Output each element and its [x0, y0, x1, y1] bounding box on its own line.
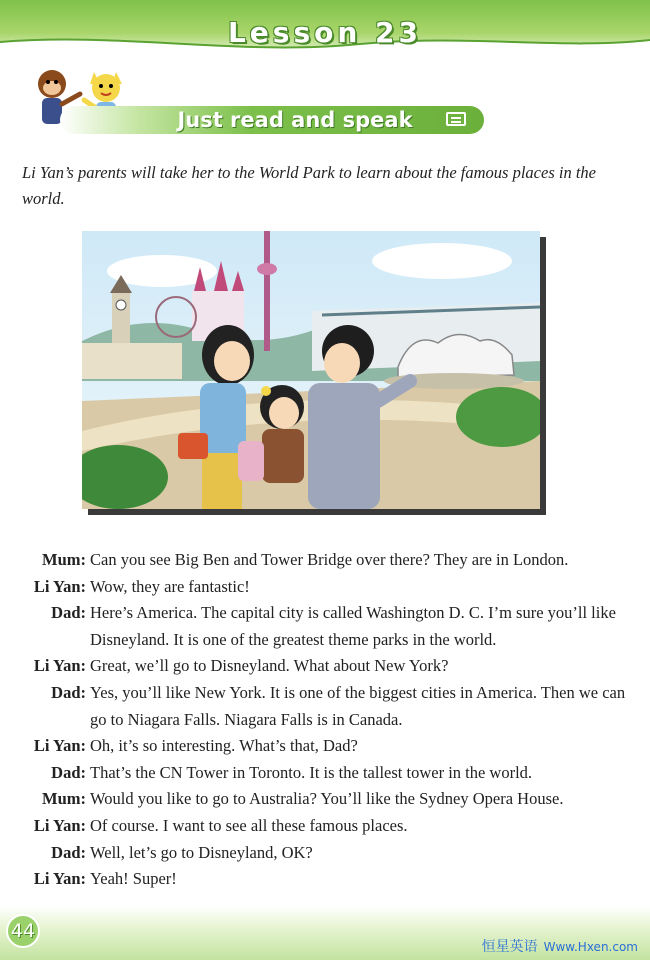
dialogue-line: [0, 600, 650, 653]
lesson-title: Lesson 23: [227, 16, 423, 49]
speaker-label: Li Yan:: [33, 656, 86, 676]
dialogue-line: [0, 760, 650, 787]
dialogue-line: [0, 574, 650, 601]
speech-text: Yes, you’ll like New York. It is one of the biggest cities in America. Then we can go to Niagara Falls. Niagara Falls is in Canada.: [90, 682, 626, 729]
speech-text: Yeah! Super!: [90, 869, 177, 889]
dialogue: [0, 547, 650, 893]
speech-text: Great, we’ll go to Disneyland. What about New York?: [90, 656, 449, 676]
speaker-label: Li Yan:: [33, 576, 86, 596]
speech-text: That’s the CN Tower in Toronto. It is the tallest tower in the world.: [90, 762, 533, 782]
speech-text: Oh, it’s so interesting. What’s that, Dad?: [90, 736, 358, 756]
world-park-illustration: [82, 231, 540, 509]
page-number-badge: [6, 914, 40, 948]
speaker-label: Li Yan:: [33, 736, 86, 756]
page-number: 44: [10, 920, 36, 942]
watermark: [482, 936, 638, 956]
book-icon: [446, 112, 466, 126]
dialogue-line: [0, 840, 650, 867]
speaker-label: Dad:: [51, 603, 86, 623]
dialogue-line: [0, 866, 650, 893]
speech-text: Would you like to go to Australia? You’ll like the Sydney Opera House.: [90, 789, 564, 809]
speech-text: Well, let’s go to Disneyland, OK?: [90, 842, 313, 862]
dialogue-line: [0, 653, 650, 680]
speaker-label: Dad:: [51, 842, 86, 862]
dialogue-line: [0, 547, 650, 574]
speaker-label: Li Yan:: [33, 869, 86, 889]
speaker-label: Dad:: [51, 682, 86, 702]
section-title: Just read and speak: [177, 108, 413, 132]
speech-text: Here’s America. The capital city is called Washington D. C. I’m sure you’ll like Disneyland. It is one of the greatest theme parks in the world.: [90, 603, 616, 649]
watermark-site-name: 恒星英语: [481, 939, 538, 955]
speaker-label: Li Yan:: [33, 815, 86, 835]
intro-text: Li Yan’s parents will take her to the World Park to learn about the famous places in the world.: [22, 163, 596, 208]
dialogue-line: [0, 680, 650, 733]
speaker-label: Mum:: [42, 789, 86, 809]
dialogue-line: [0, 733, 650, 760]
speech-text: Can you see Big Ben and Tower Bridge over there? They are in London.: [90, 550, 569, 569]
speech-text: Of course. I want to see all these famous places.: [90, 815, 408, 835]
speaker-label: Mum:: [42, 550, 86, 569]
watermark-url: Www.Hxen.com: [543, 940, 638, 954]
speaker-label: Dad:: [51, 762, 86, 782]
dialogue-line: [0, 813, 650, 840]
dialogue-line: [0, 786, 650, 813]
speech-text: Wow, they are fantastic!: [90, 576, 250, 596]
